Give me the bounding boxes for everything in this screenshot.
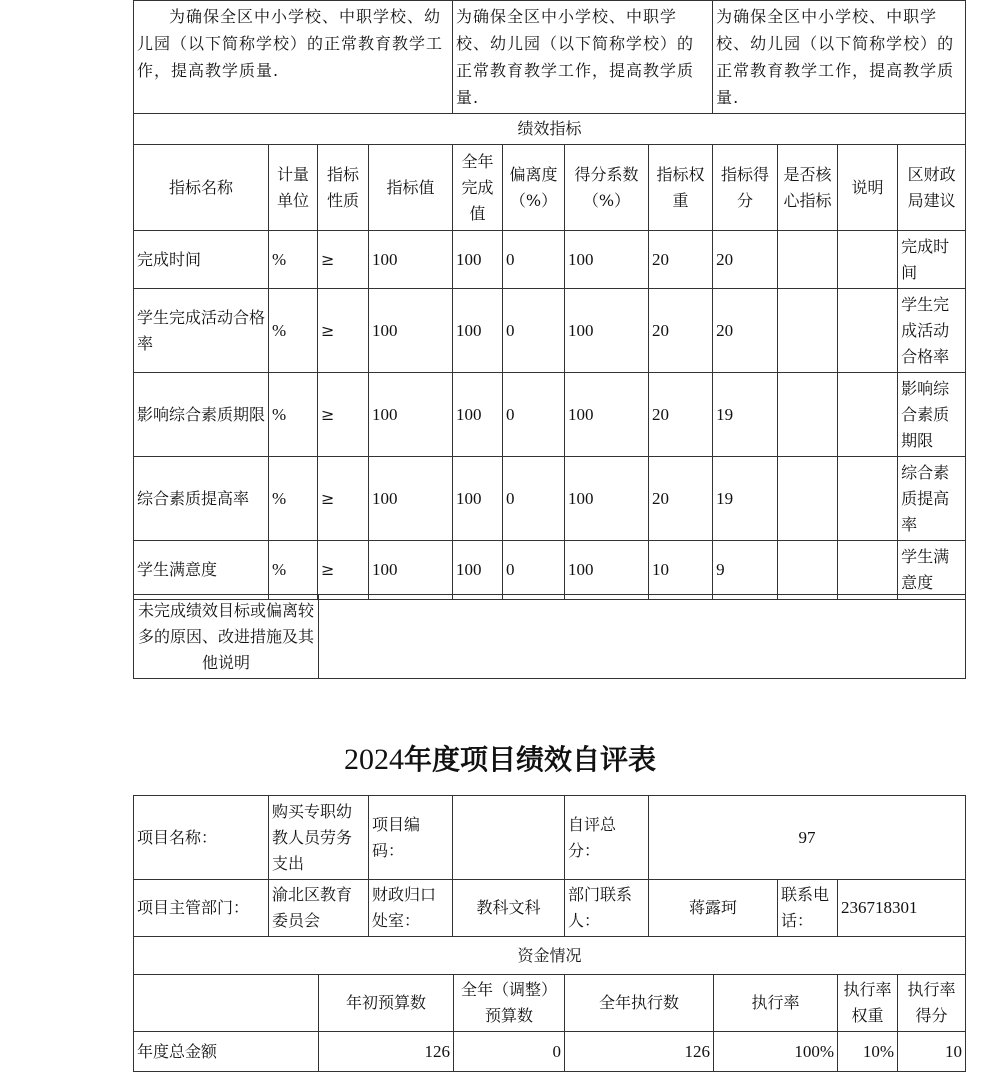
project-code-value bbox=[453, 796, 565, 880]
table-row bbox=[134, 231, 966, 289]
office-label: 财政归口处室： bbox=[369, 880, 453, 937]
dept-value: 渝北区教育委员会 bbox=[269, 880, 369, 937]
header-core: 是否核心指标 bbox=[778, 145, 838, 231]
fund-header-row bbox=[134, 975, 966, 1032]
dept-label: 项目主管部门： bbox=[134, 880, 269, 937]
fund-row-label: 年度总金额 bbox=[134, 1032, 319, 1072]
contact-value: 蒋露珂 bbox=[649, 880, 778, 937]
goal-cell-1: 为确保全区中小学校、中职学校、幼儿园（以下简称学校）的正常教育教学工作，提高教学质量. bbox=[134, 1, 453, 114]
indicator-name: 综合素质提高率 bbox=[134, 457, 269, 541]
weight-cell: 10 bbox=[649, 541, 713, 600]
deviation-cell: 0 bbox=[503, 231, 565, 289]
fund-rate: 100% bbox=[714, 1032, 838, 1072]
coefficient-cell: 100 bbox=[565, 457, 649, 541]
deviation-cell: 0 bbox=[503, 541, 565, 600]
coefficient-cell: 100 bbox=[565, 541, 649, 600]
fund-adjusted: 0 bbox=[454, 1032, 565, 1072]
unfinished-label: 未完成绩效目标或偏离较多的原因、改进措施及其他说明 bbox=[134, 595, 319, 679]
project-code-label: 项目编码： bbox=[369, 796, 453, 880]
header-coefficient: 得分系数（%） bbox=[565, 145, 649, 231]
weight-cell: 20 bbox=[649, 373, 713, 457]
remarks-table bbox=[133, 594, 966, 679]
actual-cell: 100 bbox=[453, 289, 503, 373]
coefficient-cell: 100 bbox=[565, 231, 649, 289]
header-nature: 指标性质 bbox=[318, 145, 369, 231]
deviation-cell: 0 bbox=[503, 289, 565, 373]
nature-cell: ≥ bbox=[318, 231, 369, 289]
core-cell bbox=[778, 373, 838, 457]
unit-cell: % bbox=[269, 457, 318, 541]
score-cell: 9 bbox=[713, 541, 778, 600]
unfinished-value bbox=[319, 595, 966, 679]
unit-cell: % bbox=[269, 541, 318, 600]
header-weight: 指标权重 bbox=[649, 145, 713, 231]
goal-cell-3: 为确保全区中小学校、中职学校、幼儿园（以下简称学校）的正常教育教学工作，提高教学质量. bbox=[713, 1, 966, 114]
note-cell bbox=[838, 231, 898, 289]
advice-cell: 完成时间 bbox=[898, 231, 966, 289]
advice-cell: 综合素质提高率 bbox=[898, 457, 966, 541]
nature-cell: ≥ bbox=[318, 289, 369, 373]
project-name-label: 项目名称： bbox=[134, 796, 269, 880]
fund-header-rate: 执行率 bbox=[714, 975, 838, 1032]
fund-header-rate-weight: 执行率权重 bbox=[838, 975, 898, 1032]
remarks-row bbox=[134, 595, 966, 679]
score-cell: 20 bbox=[713, 289, 778, 373]
perf-section-title: 绩效指标 bbox=[134, 114, 966, 145]
fund-header-blank bbox=[134, 975, 319, 1032]
actual-cell: 100 bbox=[453, 541, 503, 600]
table-row bbox=[134, 1032, 966, 1072]
core-cell bbox=[778, 231, 838, 289]
header-actual: 全年完成值 bbox=[453, 145, 503, 231]
phone-label: 联系电话： bbox=[778, 880, 838, 937]
perf-header-row bbox=[134, 145, 966, 231]
fund-header-rate-score: 执行率得分 bbox=[898, 975, 966, 1032]
coefficient-cell: 100 bbox=[565, 373, 649, 457]
note-cell bbox=[838, 457, 898, 541]
note-cell bbox=[838, 541, 898, 600]
goal-row bbox=[134, 1, 966, 114]
fund-executed: 126 bbox=[565, 1032, 714, 1072]
project-info-table bbox=[133, 795, 966, 975]
fund-header-adjusted: 全年（调整）预算数 bbox=[454, 975, 565, 1032]
target-cell: 100 bbox=[369, 373, 453, 457]
fund-section-title: 资金情况 bbox=[134, 937, 966, 975]
actual-cell: 100 bbox=[453, 457, 503, 541]
fund-initial: 126 bbox=[319, 1032, 454, 1072]
advice-cell: 影响综合素质期限 bbox=[898, 373, 966, 457]
header-advice: 区财政局建议 bbox=[898, 145, 966, 231]
advice-cell: 学生完成活动合格率 bbox=[898, 289, 966, 373]
fund-table bbox=[133, 974, 966, 1072]
indicator-name: 完成时间 bbox=[134, 231, 269, 289]
note-cell bbox=[838, 373, 898, 457]
deviation-cell: 0 bbox=[503, 373, 565, 457]
deviation-cell: 0 bbox=[503, 457, 565, 541]
indicator-name: 学生完成活动合格率 bbox=[134, 289, 269, 373]
project-row-2 bbox=[134, 880, 966, 937]
table-row bbox=[134, 373, 966, 457]
target-cell: 100 bbox=[369, 289, 453, 373]
unit-cell: % bbox=[269, 231, 318, 289]
goal-cell-2: 为确保全区中小学校、中职学校、幼儿园（以下简称学校）的正常教育教学工作，提高教学质量. bbox=[453, 1, 713, 114]
office-value: 教科文科 bbox=[453, 880, 565, 937]
title-text: 年度项目绩效自评表 bbox=[403, 743, 656, 776]
core-cell bbox=[778, 541, 838, 600]
target-cell: 100 bbox=[369, 231, 453, 289]
weight-cell: 20 bbox=[649, 289, 713, 373]
header-unit: 计量单位 bbox=[269, 145, 318, 231]
header-deviation: 偏离度（%） bbox=[503, 145, 565, 231]
weight-cell: 20 bbox=[649, 457, 713, 541]
unit-cell: % bbox=[269, 373, 318, 457]
fund-rate-weight: 10% bbox=[838, 1032, 898, 1072]
score-cell: 19 bbox=[713, 457, 778, 541]
page-title bbox=[0, 738, 1000, 782]
weight-cell: 20 bbox=[649, 231, 713, 289]
nature-cell: ≥ bbox=[318, 457, 369, 541]
header-score: 指标得分 bbox=[713, 145, 778, 231]
table-row bbox=[134, 541, 966, 600]
project-row-1 bbox=[134, 796, 966, 880]
target-cell: 100 bbox=[369, 541, 453, 600]
note-cell bbox=[838, 289, 898, 373]
coefficient-cell: 100 bbox=[565, 289, 649, 373]
fund-header-executed: 全年执行数 bbox=[565, 975, 714, 1032]
actual-cell: 100 bbox=[453, 231, 503, 289]
total-score-value: 97 bbox=[649, 796, 966, 880]
score-cell: 20 bbox=[713, 231, 778, 289]
unit-cell: % bbox=[269, 289, 318, 373]
table-row bbox=[134, 289, 966, 373]
score-cell: 19 bbox=[713, 373, 778, 457]
fund-rate-score: 10 bbox=[898, 1032, 966, 1072]
actual-cell: 100 bbox=[453, 373, 503, 457]
table-row bbox=[134, 457, 966, 541]
advice-cell: 学生满意度 bbox=[898, 541, 966, 600]
project-name-value: 购买专职幼教人员劳务支出 bbox=[269, 796, 369, 880]
core-cell bbox=[778, 457, 838, 541]
header-indicator-name: 指标名称 bbox=[134, 145, 269, 231]
contact-label: 部门联系人： bbox=[565, 880, 649, 937]
core-cell bbox=[778, 289, 838, 373]
nature-cell: ≥ bbox=[318, 373, 369, 457]
performance-table bbox=[133, 0, 966, 600]
nature-cell: ≥ bbox=[318, 541, 369, 600]
title-year: 2024 bbox=[343, 743, 404, 776]
phone-value: 236718301 bbox=[838, 880, 966, 937]
indicator-name: 影响综合素质期限 bbox=[134, 373, 269, 457]
indicator-name: 学生满意度 bbox=[134, 541, 269, 600]
header-target: 指标值 bbox=[369, 145, 453, 231]
total-score-label: 自评总分： bbox=[565, 796, 649, 880]
target-cell: 100 bbox=[369, 457, 453, 541]
fund-header-initial: 年初预算数 bbox=[319, 975, 454, 1032]
header-note: 说明 bbox=[838, 145, 898, 231]
